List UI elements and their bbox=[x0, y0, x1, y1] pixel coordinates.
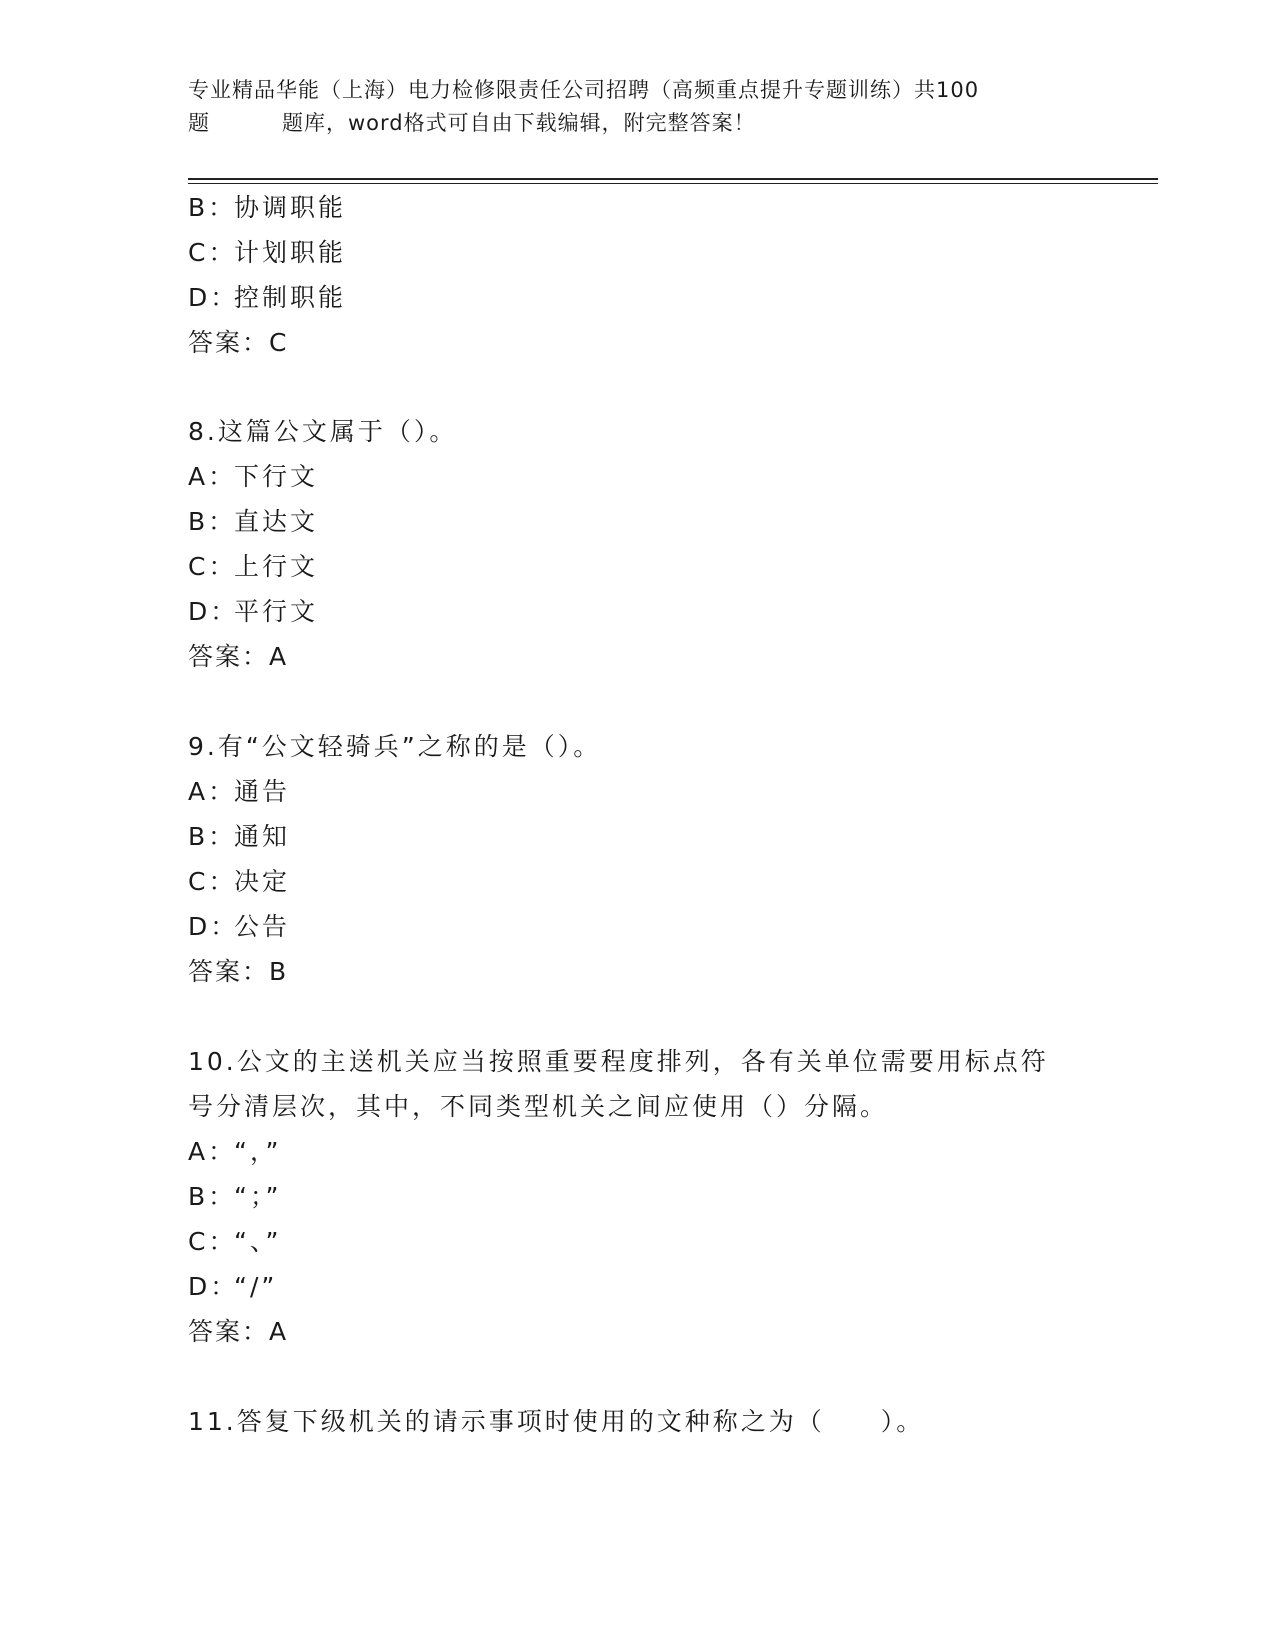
header-title-line2 bbox=[188, 107, 1088, 140]
q7-option-b: B：协调职能 bbox=[188, 193, 347, 222]
q8-option-b: B：直达文 bbox=[188, 507, 319, 536]
q7-option-d: D：控制职能 bbox=[188, 283, 347, 312]
q10-answer: 答案：A bbox=[188, 1317, 289, 1346]
header-divider-thick bbox=[188, 178, 1158, 180]
document-header bbox=[188, 74, 1088, 140]
q9-option-c: C：决定 bbox=[188, 867, 291, 896]
header-line2-rest: 题库，word格式可自由下载编辑，附完整答案！ bbox=[282, 111, 756, 135]
q10-option-c: C：“、” bbox=[188, 1227, 282, 1256]
q10-stem-line1: 10.公文的主送机关应当按照重要程度排列，各有关单位需要用标点符 bbox=[188, 1047, 1049, 1076]
header-line2-start: 题 bbox=[188, 111, 210, 135]
q7-answer: 答案：C bbox=[188, 328, 289, 357]
header-title-line1: 专业精品华能（上海）电力检修限责任公司招聘（高频重点提升专题训练）共100 bbox=[188, 78, 980, 102]
q10-option-d: D：“/” bbox=[188, 1272, 278, 1301]
q10-stem-line2: 号分清层次，其中，不同类型机关之间应使用（）分隔。 bbox=[188, 1092, 889, 1121]
q11-stem: 11.答复下级机关的请示事项时使用的文种称之为（ ）。 bbox=[188, 1407, 925, 1436]
q8-stem: 8.这篇公文属于（）。 bbox=[188, 417, 458, 446]
q9-answer: 答案：B bbox=[188, 957, 289, 986]
q8-option-c: C：上行文 bbox=[188, 552, 319, 581]
q8-option-d: D：平行文 bbox=[188, 597, 319, 626]
q8-answer: 答案：A bbox=[188, 642, 289, 671]
q9-option-d: D：公告 bbox=[188, 912, 291, 941]
q8-option-a: A：下行文 bbox=[188, 462, 319, 491]
q9-option-b: B：通知 bbox=[188, 822, 291, 851]
header-divider-thin bbox=[188, 183, 1158, 184]
q9-stem: 9.有“公文轻骑兵”之称的是（）。 bbox=[188, 732, 602, 761]
q10-option-a: A：“，” bbox=[188, 1137, 282, 1166]
q9-option-a: A：通告 bbox=[188, 777, 291, 806]
q7-option-c: C：计划职能 bbox=[188, 238, 347, 267]
q10-option-b: B：“；” bbox=[188, 1182, 282, 1211]
